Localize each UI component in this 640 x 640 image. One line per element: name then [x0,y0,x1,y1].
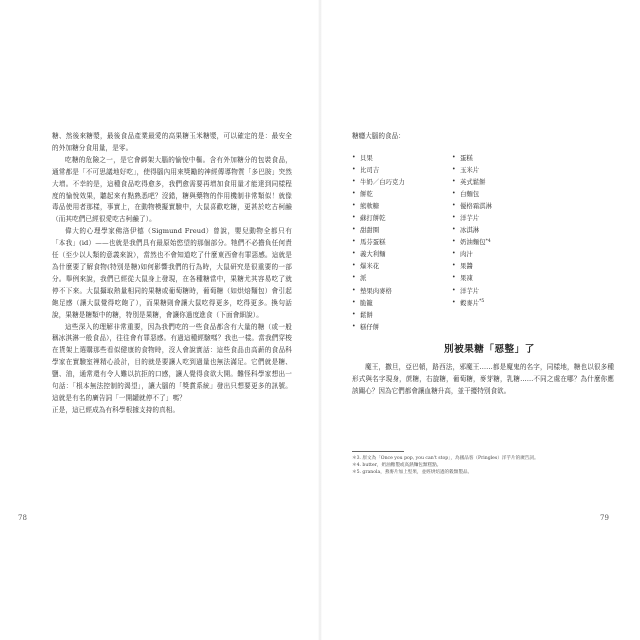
list-item: • 白麵包 [452,189,480,198]
footnote: ＊5. granola，燕麥片加上堅果，並經烘焙過的穀類製品。 [352,470,473,476]
list-item: • 蘇打餅乾 [352,214,386,223]
bullet-icon: • [352,189,356,197]
footnotes [352,455,592,477]
section-heading: 別被果糖「惡整」了 [444,344,535,355]
bullet-icon: • [452,177,456,185]
food-list-continued [352,308,552,332]
list-item: • 甜甜圈 [352,226,380,235]
bullet-icon: • [352,262,356,270]
page-number-right: 79 [600,514,609,522]
bullet-icon: • [352,310,356,318]
list-item: • 蛋糕 [452,153,473,162]
bullet-icon: • [352,201,356,209]
bullet-icon: • [352,274,356,282]
bullet-icon: • [352,298,356,306]
bullet-icon: • [352,153,356,161]
list-item: • 肉汁 [452,250,473,259]
bullet-icon: • [452,153,456,161]
bullet-icon: • [452,226,456,234]
list-item: • 熊軟糖 [352,201,380,210]
list-item: • 奶油麵包 *4 [452,238,491,247]
food-list-heading: 糖癮大腦的食品： [352,132,405,140]
bullet-icon: • [452,189,456,197]
list-item: • 果凍 [452,274,473,283]
bullet-icon: • [352,286,356,294]
left-body-text [52,131,292,417]
list-item: • 貝果 [352,153,373,162]
list-item: • 穀麥片 *5 [452,298,485,307]
bullet-icon: • [352,165,356,173]
bullet-icon: • [452,298,456,306]
list-item: • 英式鬆餅 [452,177,486,186]
list-item: • 牛奶／白巧克力 [352,177,405,186]
list-item: • 洋芋片 [452,286,480,295]
list-item: • 洋芋片 [452,214,480,223]
bullet-icon: • [452,274,456,282]
paragraph: 正是，這已經成為有科學根據支持的真相。 [52,405,180,414]
right-body-text [352,361,614,397]
list-item: • 比司吉 [352,165,380,174]
list-item: • 餅乾 [352,189,373,198]
list-item: • 冰淇淋 [452,226,480,235]
list-item: • 優格霜淇淋 [452,201,492,210]
list-item: • 墊果肉麥格 [352,286,392,295]
page-number-left: 78 [18,514,27,522]
footnote: ＊3. 原文為「Once you pop, you can't stop」，為國品客（Pringles）洋芋片的廣告詞。 [352,456,539,461]
bullet-icon: • [452,262,456,270]
list-item: • 鬆餅 [352,310,373,319]
right-page [320,0,640,640]
bullet-icon: • [452,238,456,246]
paragraph: 魔王，撒旦，亞巴頓，路西法，邪魔王……都是魔鬼的名字，同樣地，糖也以很多種形式與名字現身，蔗糖，右旋糖，葡萄糖，麥芽糖，乳糖……不同之處在哪？為什麼你應該關心？因為它們都會讓血糖升高，並干擾特別食欲。 [352,363,614,395]
list-item: • 果醬 [452,262,473,271]
bullet-icon: • [352,226,356,234]
bullet-icon: • [452,201,456,209]
bullet-icon: • [452,286,456,294]
bullet-icon: • [352,177,356,185]
list-item: • 糕仔餅 [352,322,380,331]
bullet-icon: • [452,250,456,258]
list-item: • 馬芬蛋糕 [352,238,386,247]
list-item: • 脆籠 [352,298,373,307]
paragraph: 吃糖的危險之一，是它會綁架大腦的愉悅中樞。含有外加糖分的包裝食品，通常都是「不可思議地好吃」，使得腦內用來獎勵的神經傳導物質「多巴胺」突然大增。不幸的是，這種食品吃得愈多，我們愈需要再增加食用量才能達到同樣程度的愉悅效果，聽起來有點熟悉吧？沒錯，糖與藥物的作用機制非常類似！就像毒品使用者那樣，事實上，在動物模擬實驗中，大鼠喜歡吃糖，更甚於吃古柯鹼（而其吃們已經很愛吃古柯鹼了）。 [52,155,292,224]
food-list [352,151,552,308]
bullet-icon: • [452,165,456,173]
bullet-icon: • [352,322,356,330]
paragraph: 這些深入的理解非常重要，因為我們吃的一些食品都含有大量的糖（或一般稱冰淇淋一般食品），往往會有罪惡感。有過這種經驗嗎？我也一樣。當我們穿梭在貨架上選購那些看似健康的食物時，沒人會說實話：這些食品由高薪的食品科學家在實驗室裡精心設計，目的就是要讓人吃到過量也無法滿足。它們就是糖、鹽、油，通常還有令人難以抗拒的口感，讓人覺得食欲大開。難怪科學家想出一句話：「根本無法控制的渴望」，讓大腦的「獎賞系統」發出只想要更多的訊號。這就是有名的廣告詞「一開罐就停不了」嗎？ [52,322,292,402]
bullet-icon: • [352,238,356,246]
list-item: • 玉米片 [452,165,480,174]
paragraph: 偉大的心理學家佛洛伊德（Sigmund Freud）曾說，嬰兒動物全都只有「本我」(id）——也就是我們具有最原始慾望的那個部分。牠們不必擔負任何責任（至少以人類的意義來說），當然也不會知道吃了什麼東西會有罪惡感。這就是為什麼要了解食物(特別是糖)如何影響我們的行為時，大鼠研究是很重要的一部分。舉例來說，我們已經從大鼠身上發現，在各種糖當中，果糖尤其容易吃了就停不下來。大鼠攝取熱量相同的果糖或葡萄糖時，葡萄糖（如烘焙麵包）會引起飽足感（讓大鼠覺得吃飽了），而果糖則會讓大鼠吃得更多，吃得更多。換句話說，果糖是糖類中的糖，特別是果糖，會讓你過度進食（下面會細說）。 [52,227,292,319]
list-item: • 爆米花 [352,262,380,271]
list-item: • 義大利麵 [352,250,386,259]
footnote-divider [352,451,404,452]
bullet-icon: • [452,214,456,222]
footnote: ＊4. butter，奶油糖製或高熱麵包類糕點。 [352,463,442,469]
list-item: • 派 [352,274,367,283]
paragraph: 糖、然後來糖漿，最後食品產業最愛的高果糖玉米糖漿，可以確定的是：最安全的外加糖分食用量，是零。 [52,132,292,152]
bullet-icon: • [352,250,356,258]
bullet-icon: • [352,214,356,222]
